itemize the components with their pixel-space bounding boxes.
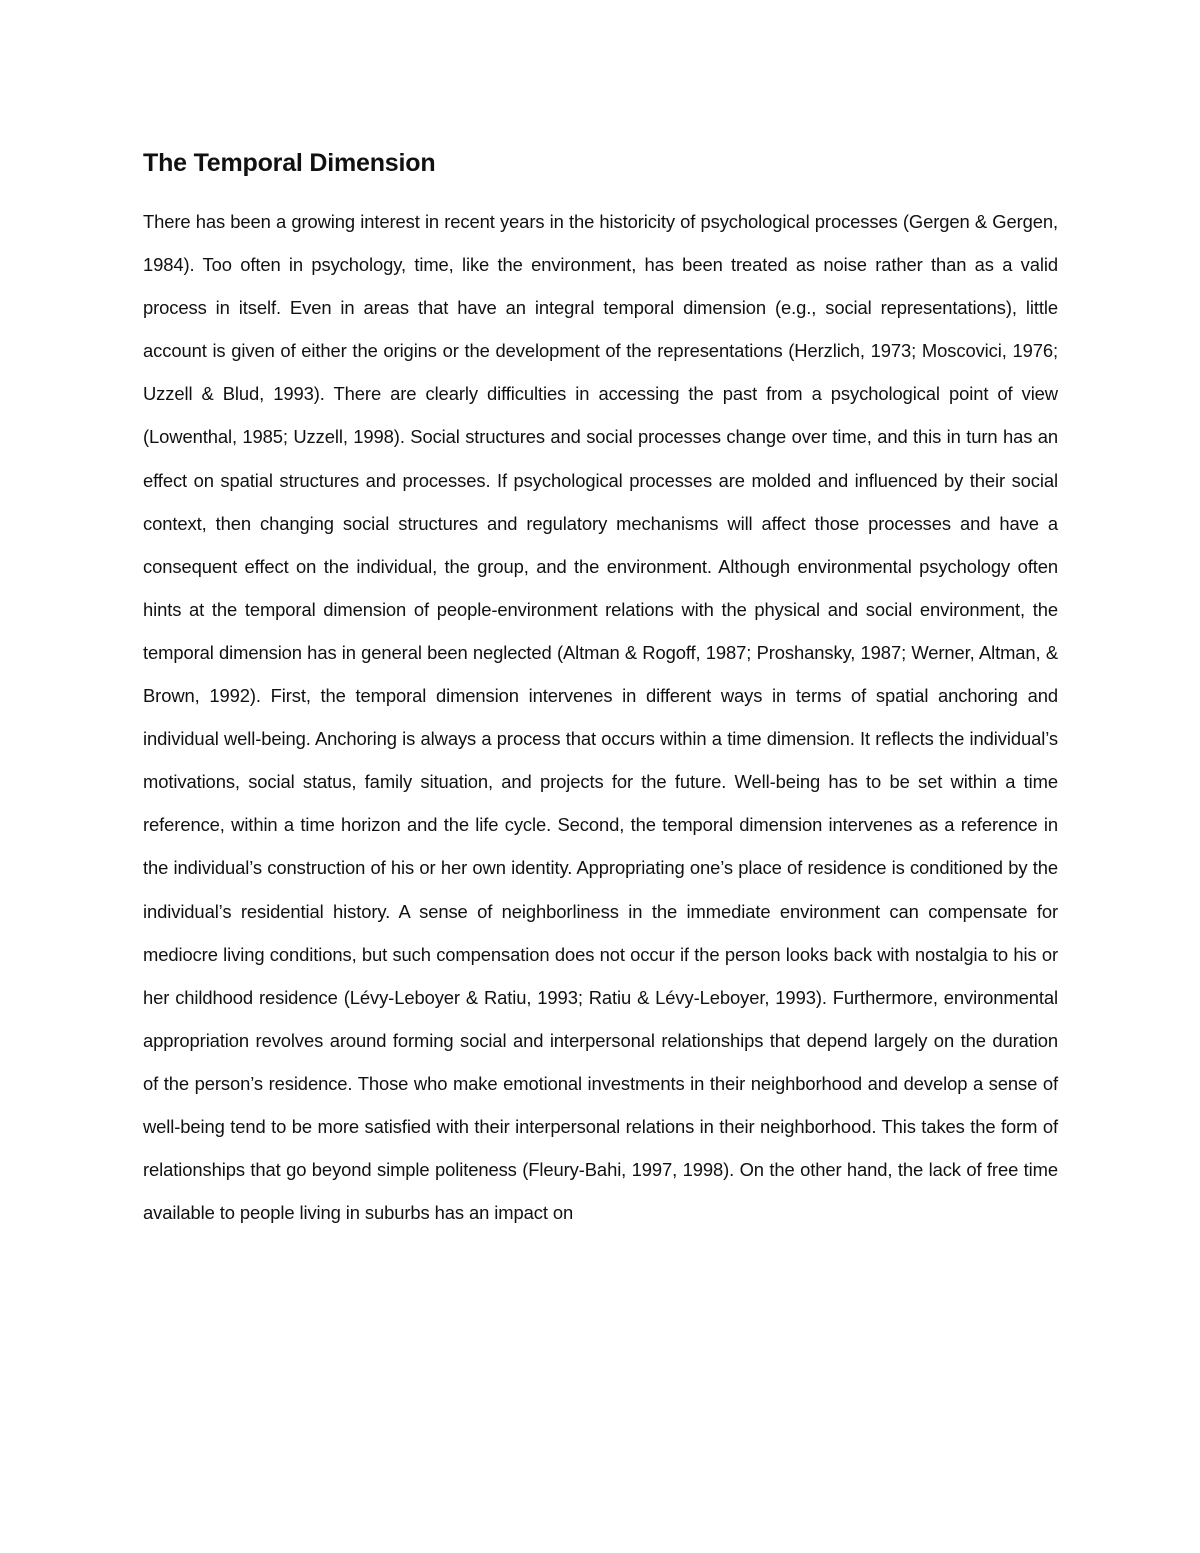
document-page <box>143 140 1058 1234</box>
body-paragraph: There has been a growing interest in recent years in the historicity of psychological processes (Gergen & Gergen, 1984). Too often in psychology, time, like the environment, has been treated as noise rather than as a valid process in itself. Even in areas that have an integral temporal dimension (e.g., social representations), little account is given of either the origins or the development of the representations (Herzlich, 1973; Moscovici, 1976; Uzzell & Blud, 1993). There are clearly difficulties in accessing the past from a psychological point of view (Lowenthal, 1985; Uzzell, 1998). Social structures and social processes change over time, and this in turn has an effect on spatial structures and processes. If psychological processes are molded and influenced by their social context, then changing social structures and regulatory mechanisms will affect those processes and have a consequent effect on the individual, the group, and the environment. Although environmental psychology often hints at the temporal dimension of people-environment relations with the physical and social environment, the temporal dimension has in general been neglected (Altman & Rogoff, 1987; Proshansky, 1987; Werner, Altman, & Brown, 1992). First, the temporal dimension intervenes in different ways in terms of spatial anchoring and individual well-being. Anchoring is always a process that occurs within a time dimension. It reflects the individual’s motivations, social status, family situation, and projects for the future. Well-being has to be set within a time reference, within a time horizon and the life cycle. Second, the temporal dimension intervenes as a reference in the individual’s construction of his or her own identity. Appropriating one’s place of residence is conditioned by the individual’s residential history. A sense of neighborliness in the immediate environment can compensate for mediocre living conditions, but such compensation does not occur if the person looks back with nostalgia to his or her childhood residence (Lévy-Leboyer & Ratiu, 1993; Ratiu & Lévy-Leboyer, 1993). Furthermore, environmental appropriation revolves around forming social and interpersonal relationships that depend largely on the duration of the person’s residence. Those who make emotional investments in their neighborhood and develop a sense of well-being tend to be more satisfied with their interpersonal relations in their neighborhood. This takes the form of relationships that go beyond simple politeness (Fleury-Bahi, 1997, 1998). On the other hand, the lack of free time available to people living in suburbs has an impact on <box>143 211 1058 1224</box>
document-title: The Temporal Dimension <box>143 149 436 177</box>
